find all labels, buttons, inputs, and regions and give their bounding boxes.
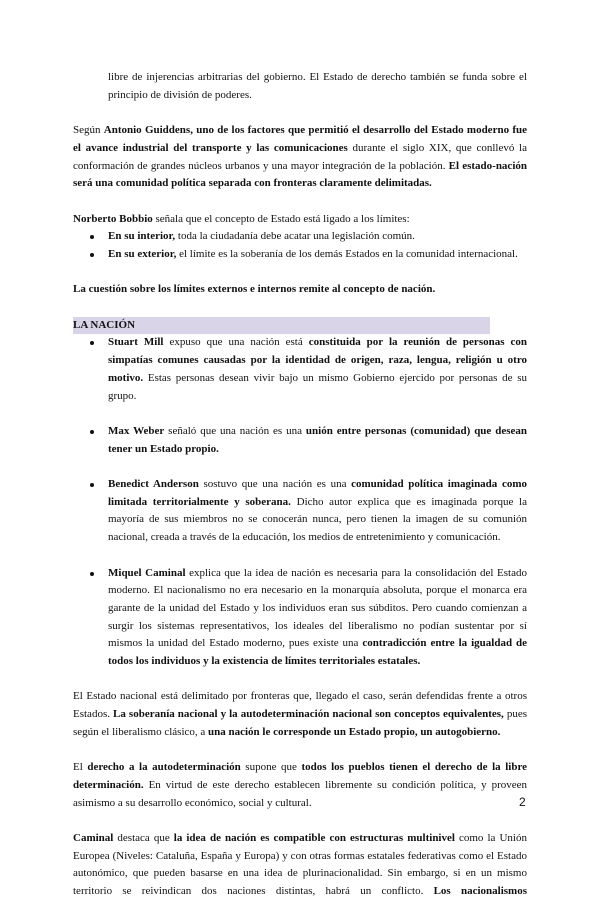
text: señala que el concepto de Estado está ligado a los límites: <box>152 212 410 225</box>
bold-text: La soberanía nacional y la autodeterminación nacional son conceptos equivalentes, <box>113 708 504 721</box>
bold-text: En su interior, <box>108 230 176 243</box>
bold-text: En su exterior, <box>108 248 177 260</box>
bold-text: Antonio Guiddens, uno de los factores que permitió el desarrollo del Estado moderno fue el avance industrial del transporte y las comunicaciones <box>73 124 528 154</box>
text: expuso que una nación está <box>163 336 309 349</box>
text: sostuvo que una nación es una <box>198 478 352 491</box>
list-item-benedict-anderson <box>73 476 527 547</box>
text: En virtud de este derecho establecen libremente su condición política, y proveen asimismo a su desarrollo económico, social y cultural. <box>73 778 527 809</box>
bold-text: La cuestión sobre los límites externos e internos remite al concepto de nación. <box>73 283 436 296</box>
section-heading <box>73 317 490 335</box>
text: El <box>73 761 88 774</box>
text: destaca que <box>113 832 174 845</box>
bold-text: una nación le corresponde un Estado propio, un autogobierno. <box>208 725 501 738</box>
bold-text: Benedict Anderson <box>108 478 199 491</box>
nation-authors-list <box>73 334 527 670</box>
paragraph-nation-question <box>73 281 527 299</box>
text: señaló que una nación es una <box>164 424 306 437</box>
text: Estas personas desean vivir bajo un mismo Gobierno ejercido por personas de su grupo. <box>108 371 527 402</box>
text: Según <box>73 124 104 137</box>
bold-text: Stuart Mill <box>108 336 164 349</box>
text: como la Unión Europea (Niveles: Cataluña, España y Europa) y con otras formas estatales federativas como el Estado autonómico, que pueden basarse en una idea de plurinacionalidad. Sin embargo, si en un mismo territorio se reivindican dos naciones distintas, habrá un conflicto. <box>73 832 527 898</box>
text: Dicho autor explica que es imaginada porque la mayoría de sus miembros no se conocerán nunca, pero tienen la imagen de su comunión nacional, creada a través de la educación, los medios de entretenimiento y comunicación. <box>108 495 527 544</box>
bold-text: Max Weber <box>108 424 165 437</box>
bobbio-list <box>73 228 527 263</box>
text: toda la ciudadanía debe acatar una legislación común. <box>175 230 415 243</box>
text: libre de injerencias arbitrarias del gobierno. El Estado de derecho también se funda sobre el principio de división de poderes. <box>108 71 527 101</box>
bold-text: contradicción entre la igualdad de todos los individuos y la existencia de límites territoriales estatales. <box>108 637 527 668</box>
text: explica que la idea de nación es necesaria para la consolidación del Estado moderno. El nacionalismo no era necesario en la monarquía absoluta, porque el monarca era garante de la unidad del Estado y los individuos eran sus súbditos. Pero cuando comienzan a surgir los sistemas representativos, los ideales del liberalismo no podían sustentar por sí mismos la unidad del Estado moderno, pues existe una <box>108 566 527 650</box>
list-item <box>73 246 527 264</box>
paragraph-continuation <box>108 69 527 104</box>
bold-text: Miquel Caminal <box>108 566 186 579</box>
bold-text: constituida por la reunión de personas con simpatías comunes causadas por la identidad de origen, raza, lengua, religión u otro motivo. <box>108 336 527 384</box>
text: supone que <box>240 761 302 774</box>
bold-text: la idea de nación es compatible con estructuras multinivel <box>173 832 455 845</box>
text: pues según el liberalismo clásico, a <box>73 708 527 738</box>
paragraph-bobbio <box>73 211 527 229</box>
paragraph-caminal-multilevel <box>73 830 527 901</box>
paragraph-national-state <box>73 688 527 741</box>
list-item <box>73 228 527 246</box>
bold-text: Caminal <box>73 832 114 845</box>
text: el límite es la soberanía de los demás Estados en la comunidad internacional. <box>176 248 518 260</box>
bold-text: unión entre personas (comunidad) que desean tener un Estado propio. <box>108 424 528 455</box>
text: El Estado nacional está delimitado por fronteras que, llegado el caso, serán defendidas frente a otros Estados. <box>73 690 527 721</box>
list-item-max-weber <box>73 423 527 458</box>
paragraph-giddens <box>73 122 527 193</box>
bold-text: LA NACIÓN <box>73 318 136 331</box>
bold-text: Norberto Bobbio <box>73 212 153 225</box>
page-number: 2 <box>519 795 526 809</box>
list-item-miquel-caminal <box>73 565 527 671</box>
list-item-stuart-mill <box>73 334 527 405</box>
bold-text: todos los pueblos tienen el derecho de la libre determinación. <box>73 761 528 791</box>
text: durante el siglo XIX, que conllevó la conformación de grandes núcleos urbanos y una mayor integración de la población. <box>73 141 527 172</box>
bold-text: Los nacionalismos <box>433 885 527 898</box>
bold-text: El estado-nación será una comunidad política separada con fronteras claramente delimitadas. <box>73 159 527 190</box>
paragraph-self-determination <box>73 759 527 812</box>
document-page <box>73 69 527 919</box>
bold-text: comunidad política imaginada como limitada territorialmente y soberana. <box>108 478 527 508</box>
bold-text: derecho a la autodeterminación <box>87 761 241 774</box>
